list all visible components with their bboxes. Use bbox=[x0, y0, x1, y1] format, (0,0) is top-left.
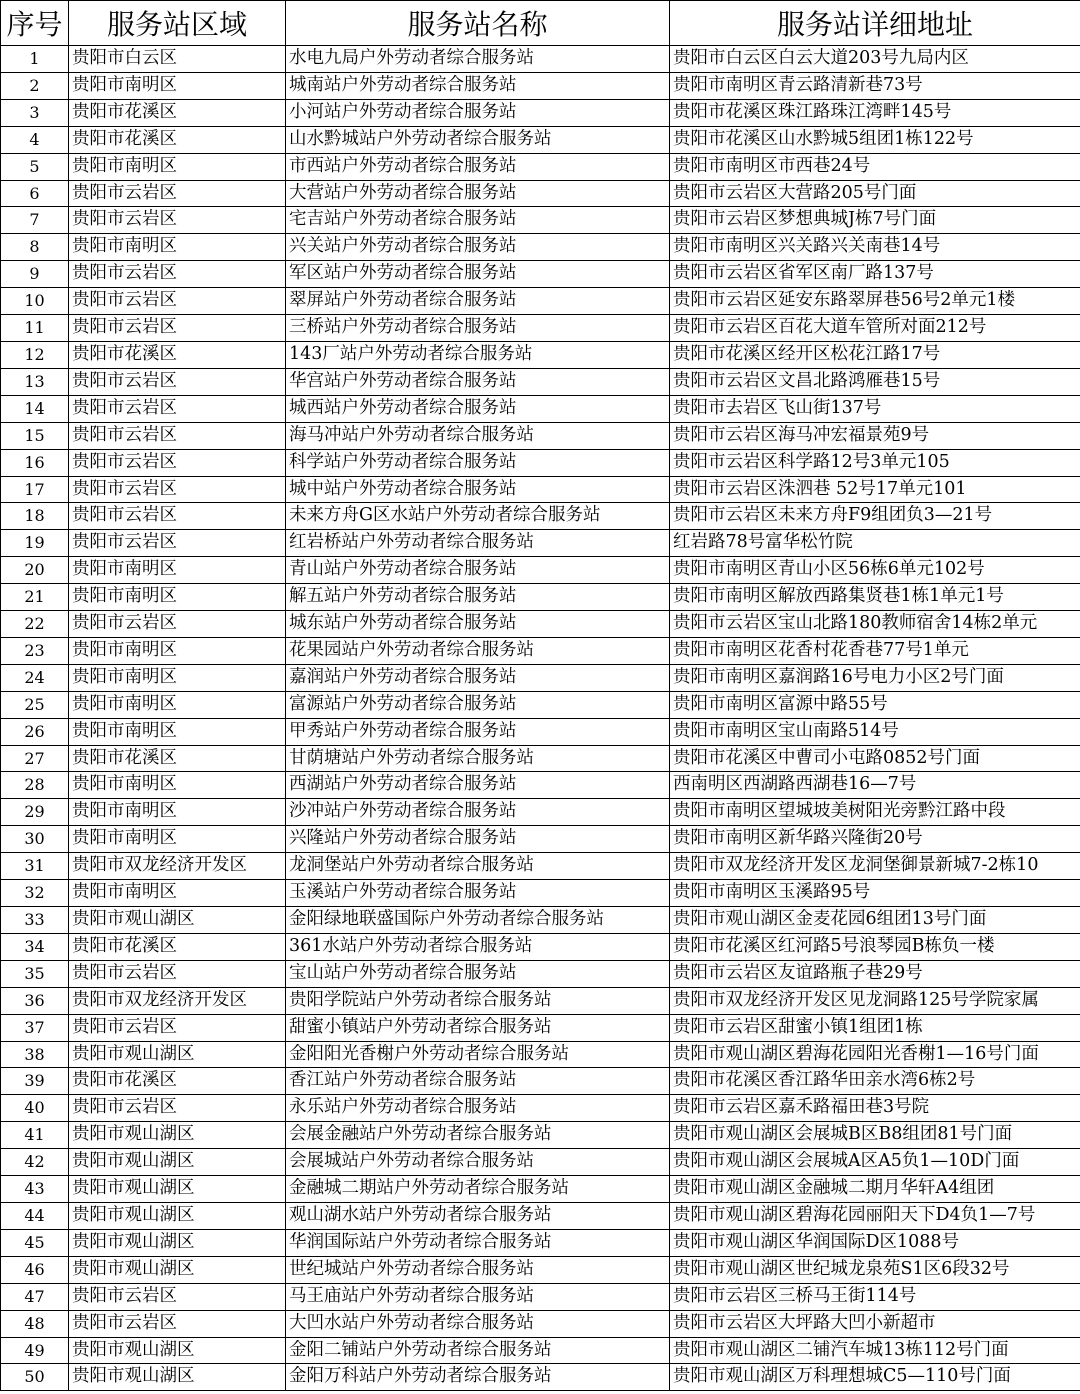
area-cell: 贵阳市花溪区 bbox=[69, 933, 286, 960]
station-name-cell: 会展金融站户外劳动者综合服务站 bbox=[286, 1122, 670, 1149]
serial-number-cell: 34 bbox=[1, 933, 69, 960]
serial-number-cell: 24 bbox=[1, 664, 69, 691]
station-name-cell: 玉溪站户外劳动者综合服务站 bbox=[286, 880, 670, 907]
area-cell: 贵阳市云岩区 bbox=[69, 395, 286, 422]
serial-number-cell: 3 bbox=[1, 99, 69, 126]
station-name-cell: 贵阳学院站户外劳动者综合服务站 bbox=[286, 987, 670, 1014]
area-cell: 贵阳市南明区 bbox=[69, 637, 286, 664]
table-row bbox=[1, 503, 1080, 530]
serial-number-cell: 21 bbox=[1, 584, 69, 611]
address-cell: 贵阳市观山湖区会展城B区B8组团81号门面 bbox=[670, 1122, 1080, 1149]
serial-number-cell: 5 bbox=[1, 153, 69, 180]
area-cell: 贵阳市云岩区 bbox=[69, 449, 286, 476]
station-name-cell: 宅吉站户外劳动者综合服务站 bbox=[286, 207, 670, 234]
address-cell: 贵阳市花溪区山水黔城5组团1栋122号 bbox=[670, 126, 1080, 153]
address-cell: 贵阳市花溪区中曹司小屯路0852号门面 bbox=[670, 745, 1080, 772]
area-cell: 贵阳市花溪区 bbox=[69, 126, 286, 153]
table-row bbox=[1, 180, 1080, 207]
table-row bbox=[1, 637, 1080, 664]
table-row bbox=[1, 1176, 1080, 1203]
serial-number-cell: 36 bbox=[1, 987, 69, 1014]
serial-number-cell: 29 bbox=[1, 799, 69, 826]
station-name-cell: 小河站户外劳动者综合服务站 bbox=[286, 99, 670, 126]
serial-number-cell: 12 bbox=[1, 341, 69, 368]
station-name-cell: 城西站户外劳动者综合服务站 bbox=[286, 395, 670, 422]
table-row bbox=[1, 341, 1080, 368]
table-row bbox=[1, 1149, 1080, 1176]
station-name-cell: 水电九局户外劳动者综合服务站 bbox=[286, 46, 670, 73]
area-cell: 贵阳市云岩区 bbox=[69, 261, 286, 288]
serial-number-cell: 16 bbox=[1, 449, 69, 476]
area-cell: 贵阳市云岩区 bbox=[69, 422, 286, 449]
table-row bbox=[1, 799, 1080, 826]
table-row bbox=[1, 1364, 1080, 1391]
serial-number-cell: 49 bbox=[1, 1337, 69, 1364]
station-name-cell: 143厂站户外劳动者综合服务站 bbox=[286, 341, 670, 368]
address-cell: 贵阳市南明区富源中路55号 bbox=[670, 691, 1080, 718]
area-cell: 贵阳市南明区 bbox=[69, 718, 286, 745]
station-name-cell: 海马冲站户外劳动者综合服务站 bbox=[286, 422, 670, 449]
table-row bbox=[1, 1229, 1080, 1256]
serial-number-cell: 42 bbox=[1, 1149, 69, 1176]
serial-number-cell: 13 bbox=[1, 368, 69, 395]
serial-number-cell: 20 bbox=[1, 557, 69, 584]
serial-number-cell: 39 bbox=[1, 1068, 69, 1095]
table-row bbox=[1, 72, 1080, 99]
address-cell: 贵阳市观山湖区世纪城龙泉苑S1区6段32号 bbox=[670, 1256, 1080, 1283]
table-row bbox=[1, 1256, 1080, 1283]
serial-number-cell: 41 bbox=[1, 1122, 69, 1149]
area-cell: 贵阳市南明区 bbox=[69, 772, 286, 799]
address-cell: 贵阳市观山湖区金麦花园6组团13号门面 bbox=[670, 907, 1080, 934]
table-row bbox=[1, 933, 1080, 960]
station-name-cell: 金融城二期站户外劳动者综合服务站 bbox=[286, 1176, 670, 1203]
serial-number-cell: 18 bbox=[1, 503, 69, 530]
address-cell: 贵阳市云岩区洙泗巷 52号17单元101 bbox=[670, 476, 1080, 503]
table-row bbox=[1, 772, 1080, 799]
station-name-cell: 翠屏站户外劳动者综合服务站 bbox=[286, 288, 670, 315]
table-row bbox=[1, 1095, 1080, 1122]
station-name-cell: 金阳二铺站户外劳动者综合服务站 bbox=[286, 1337, 670, 1364]
station-name-cell: 三桥站户外劳动者综合服务站 bbox=[286, 315, 670, 342]
area-cell: 贵阳市云岩区 bbox=[69, 503, 286, 530]
serial-number-cell: 7 bbox=[1, 207, 69, 234]
table-row bbox=[1, 46, 1080, 73]
serial-number-cell: 2 bbox=[1, 72, 69, 99]
table-row bbox=[1, 557, 1080, 584]
header-station-address: 服务站详细地址 bbox=[670, 1, 1080, 46]
address-cell: 贵阳市南明区玉溪路95号 bbox=[670, 880, 1080, 907]
area-cell: 贵阳市观山湖区 bbox=[69, 1122, 286, 1149]
station-name-cell: 解五站户外劳动者综合服务站 bbox=[286, 584, 670, 611]
area-cell: 贵阳市观山湖区 bbox=[69, 1176, 286, 1203]
table-row bbox=[1, 153, 1080, 180]
address-cell: 贵阳市云岩区百花大道车管所对面212号 bbox=[670, 315, 1080, 342]
table-row bbox=[1, 1122, 1080, 1149]
station-name-cell: 宝山站户外劳动者综合服务站 bbox=[286, 960, 670, 987]
serial-number-cell: 32 bbox=[1, 880, 69, 907]
area-cell: 贵阳市云岩区 bbox=[69, 1014, 286, 1041]
area-cell: 贵阳市花溪区 bbox=[69, 341, 286, 368]
serial-number-cell: 15 bbox=[1, 422, 69, 449]
serial-number-cell: 8 bbox=[1, 234, 69, 261]
area-cell: 贵阳市南明区 bbox=[69, 72, 286, 99]
table-row bbox=[1, 907, 1080, 934]
table-row bbox=[1, 584, 1080, 611]
serial-number-cell: 23 bbox=[1, 637, 69, 664]
header-serial-number: 序号 bbox=[1, 1, 69, 46]
table-row bbox=[1, 853, 1080, 880]
area-cell: 贵阳市云岩区 bbox=[69, 368, 286, 395]
station-name-cell: 大凹水站户外劳动者综合服务站 bbox=[286, 1310, 670, 1337]
table-row bbox=[1, 1041, 1080, 1068]
station-name-cell: 观山湖水站户外劳动者综合服务站 bbox=[286, 1202, 670, 1229]
station-name-cell: 西湖站户外劳动者综合服务站 bbox=[286, 772, 670, 799]
address-cell: 贵阳市南明区花香村花香巷77号1单元 bbox=[670, 637, 1080, 664]
address-cell: 贵阳市南明区兴关路兴关南巷14号 bbox=[670, 234, 1080, 261]
serial-number-cell: 45 bbox=[1, 1229, 69, 1256]
area-cell: 贵阳市观山湖区 bbox=[69, 1337, 286, 1364]
address-cell: 贵阳市南明区市西巷24号 bbox=[670, 153, 1080, 180]
serial-number-cell: 26 bbox=[1, 718, 69, 745]
station-name-cell: 会展城站户外劳动者综合服务站 bbox=[286, 1149, 670, 1176]
station-name-cell: 青山站户外劳动者综合服务站 bbox=[286, 557, 670, 584]
area-cell: 贵阳市云岩区 bbox=[69, 315, 286, 342]
area-cell: 贵阳市云岩区 bbox=[69, 288, 286, 315]
area-cell: 贵阳市南明区 bbox=[69, 691, 286, 718]
address-cell: 贵阳市南明区新华路兴隆街20号 bbox=[670, 826, 1080, 853]
address-cell: 贵阳市云岩区甜蜜小镇1组团1栋 bbox=[670, 1014, 1080, 1041]
serial-number-cell: 31 bbox=[1, 853, 69, 880]
table-row bbox=[1, 745, 1080, 772]
station-name-cell: 金阳阳光香榭户外劳动者综合服务站 bbox=[286, 1041, 670, 1068]
station-name-cell: 永乐站户外劳动者综合服务站 bbox=[286, 1095, 670, 1122]
table-row bbox=[1, 99, 1080, 126]
area-cell: 贵阳市南明区 bbox=[69, 584, 286, 611]
area-cell: 贵阳市观山湖区 bbox=[69, 1256, 286, 1283]
station-name-cell: 361水站户外劳动者综合服务站 bbox=[286, 933, 670, 960]
address-cell: 贵阳市云岩区梦想典城J栋7号门面 bbox=[670, 207, 1080, 234]
serial-number-cell: 35 bbox=[1, 960, 69, 987]
serial-number-cell: 48 bbox=[1, 1310, 69, 1337]
station-name-cell: 马王庙站户外劳动者综合服务站 bbox=[286, 1283, 670, 1310]
station-name-cell: 世纪城站户外劳动者综合服务站 bbox=[286, 1256, 670, 1283]
address-cell: 贵阳市去岩区飞山街137号 bbox=[670, 395, 1080, 422]
serial-number-cell: 27 bbox=[1, 745, 69, 772]
station-name-cell: 金阳绿地联盛国际户外劳动者综合服务站 bbox=[286, 907, 670, 934]
address-cell: 贵阳市南明区解放西路集贤巷1栋1单元1号 bbox=[670, 584, 1080, 611]
station-name-cell: 嘉润站户外劳动者综合服务站 bbox=[286, 664, 670, 691]
area-cell: 贵阳市云岩区 bbox=[69, 960, 286, 987]
table-row bbox=[1, 126, 1080, 153]
area-cell: 贵阳市花溪区 bbox=[69, 1068, 286, 1095]
station-name-cell: 城东站户外劳动者综合服务站 bbox=[286, 611, 670, 638]
serial-number-cell: 28 bbox=[1, 772, 69, 799]
area-cell: 贵阳市观山湖区 bbox=[69, 1229, 286, 1256]
serial-number-cell: 40 bbox=[1, 1095, 69, 1122]
area-cell: 贵阳市观山湖区 bbox=[69, 1364, 286, 1391]
area-cell: 贵阳市南明区 bbox=[69, 557, 286, 584]
table-row bbox=[1, 261, 1080, 288]
address-cell: 西南明区西湖路西湖巷16—7号 bbox=[670, 772, 1080, 799]
address-cell: 贵阳市云岩区海马冲宏福景苑9号 bbox=[670, 422, 1080, 449]
station-name-cell: 大营站户外劳动者综合服务站 bbox=[286, 180, 670, 207]
header-station-name: 服务站名称 bbox=[286, 1, 670, 46]
serial-number-cell: 19 bbox=[1, 530, 69, 557]
station-name-cell: 军区站户外劳动者综合服务站 bbox=[286, 261, 670, 288]
address-cell: 贵阳市南明区宝山南路514号 bbox=[670, 718, 1080, 745]
serial-number-cell: 22 bbox=[1, 611, 69, 638]
table-row bbox=[1, 476, 1080, 503]
address-cell: 贵阳市云岩区大营路205号门面 bbox=[670, 180, 1080, 207]
table-row bbox=[1, 1068, 1080, 1095]
address-cell: 贵阳市云岩区省军区南厂路137号 bbox=[670, 261, 1080, 288]
address-cell: 贵阳市花溪区红河路5号浪琴园B栋负一楼 bbox=[670, 933, 1080, 960]
address-cell: 贵阳市观山湖区碧海花园阳光香榭1—16号门面 bbox=[670, 1041, 1080, 1068]
area-cell: 贵阳市南明区 bbox=[69, 826, 286, 853]
area-cell: 贵阳市花溪区 bbox=[69, 99, 286, 126]
serial-number-cell: 47 bbox=[1, 1283, 69, 1310]
table-row bbox=[1, 315, 1080, 342]
serial-number-cell: 43 bbox=[1, 1176, 69, 1203]
station-name-cell: 香江站户外劳动者综合服务站 bbox=[286, 1068, 670, 1095]
address-cell: 贵阳市双龙经济开发区见龙洞路125号学院家属 bbox=[670, 987, 1080, 1014]
area-cell: 贵阳市南明区 bbox=[69, 799, 286, 826]
address-cell: 贵阳市双龙经济开发区龙洞堡御景新城7-2栋10 bbox=[670, 853, 1080, 880]
serial-number-cell: 4 bbox=[1, 126, 69, 153]
table-row bbox=[1, 1202, 1080, 1229]
area-cell: 贵阳市云岩区 bbox=[69, 1095, 286, 1122]
station-name-cell: 沙冲站户外劳动者综合服务站 bbox=[286, 799, 670, 826]
table-body bbox=[1, 46, 1080, 1391]
address-cell: 贵阳市观山湖区金融城二期月华轩A4组团 bbox=[670, 1176, 1080, 1203]
address-cell: 贵阳市云岩区三桥马王街114号 bbox=[670, 1283, 1080, 1310]
area-cell: 贵阳市云岩区 bbox=[69, 1283, 286, 1310]
serial-number-cell: 10 bbox=[1, 288, 69, 315]
area-cell: 贵阳市云岩区 bbox=[69, 611, 286, 638]
station-name-cell: 富源站户外劳动者综合服务站 bbox=[286, 691, 670, 718]
station-name-cell: 红岩桥站户外劳动者综合服务站 bbox=[286, 530, 670, 557]
area-cell: 贵阳市云岩区 bbox=[69, 476, 286, 503]
address-cell: 贵阳市南明区青山小区56栋6单元102号 bbox=[670, 557, 1080, 584]
area-cell: 贵阳市双龙经济开发区 bbox=[69, 987, 286, 1014]
table-row bbox=[1, 691, 1080, 718]
area-cell: 贵阳市观山湖区 bbox=[69, 907, 286, 934]
area-cell: 贵阳市云岩区 bbox=[69, 1310, 286, 1337]
table-row bbox=[1, 664, 1080, 691]
address-cell: 贵阳市南明区嘉润路16号电力小区2号门面 bbox=[670, 664, 1080, 691]
table-row bbox=[1, 1014, 1080, 1041]
table-row bbox=[1, 234, 1080, 261]
table-row bbox=[1, 960, 1080, 987]
table-row bbox=[1, 422, 1080, 449]
table-row bbox=[1, 449, 1080, 476]
area-cell: 贵阳市观山湖区 bbox=[69, 1202, 286, 1229]
address-cell: 贵阳市云岩区科学路12号3单元105 bbox=[670, 449, 1080, 476]
serial-number-cell: 44 bbox=[1, 1202, 69, 1229]
serial-number-cell: 17 bbox=[1, 476, 69, 503]
serial-number-cell: 1 bbox=[1, 46, 69, 73]
address-cell: 贵阳市南明区青云路清新巷73号 bbox=[670, 72, 1080, 99]
table-row bbox=[1, 718, 1080, 745]
table-row bbox=[1, 368, 1080, 395]
station-name-cell: 山水黔城站户外劳动者综合服务站 bbox=[286, 126, 670, 153]
serial-number-cell: 6 bbox=[1, 180, 69, 207]
serial-number-cell: 25 bbox=[1, 691, 69, 718]
area-cell: 贵阳市云岩区 bbox=[69, 207, 286, 234]
table-row bbox=[1, 207, 1080, 234]
area-cell: 贵阳市观山湖区 bbox=[69, 1149, 286, 1176]
area-cell: 贵阳市云岩区 bbox=[69, 180, 286, 207]
table-row bbox=[1, 880, 1080, 907]
address-cell: 贵阳市花溪区经开区松花江路17号 bbox=[670, 341, 1080, 368]
station-name-cell: 华宫站户外劳动者综合服务站 bbox=[286, 368, 670, 395]
table-row bbox=[1, 530, 1080, 557]
area-cell: 贵阳市云岩区 bbox=[69, 530, 286, 557]
address-cell: 贵阳市观山湖区万科理想城C5—110号门面 bbox=[670, 1364, 1080, 1391]
station-name-cell: 城中站户外劳动者综合服务站 bbox=[286, 476, 670, 503]
station-name-cell: 城南站户外劳动者综合服务站 bbox=[286, 72, 670, 99]
table-row bbox=[1, 611, 1080, 638]
station-name-cell: 甘荫塘站户外劳动者综合服务站 bbox=[286, 745, 670, 772]
address-cell: 贵阳市观山湖区华润国际D区1088号 bbox=[670, 1229, 1080, 1256]
header-station-area: 服务站区域 bbox=[69, 1, 286, 46]
serial-number-cell: 14 bbox=[1, 395, 69, 422]
address-cell: 贵阳市花溪区香江路华田亲水湾6栋2号 bbox=[670, 1068, 1080, 1095]
area-cell: 贵阳市白云区 bbox=[69, 46, 286, 73]
station-name-cell: 科学站户外劳动者综合服务站 bbox=[286, 449, 670, 476]
area-cell: 贵阳市南明区 bbox=[69, 664, 286, 691]
station-name-cell: 龙洞堡站户外劳动者综合服务站 bbox=[286, 853, 670, 880]
station-name-cell: 市西站户外劳动者综合服务站 bbox=[286, 153, 670, 180]
station-name-cell: 甲秀站户外劳动者综合服务站 bbox=[286, 718, 670, 745]
table-row bbox=[1, 1310, 1080, 1337]
serial-number-cell: 33 bbox=[1, 907, 69, 934]
station-name-cell: 甜蜜小镇站户外劳动者综合服务站 bbox=[286, 1014, 670, 1041]
table-row bbox=[1, 288, 1080, 315]
serial-number-cell: 46 bbox=[1, 1256, 69, 1283]
table-header bbox=[1, 1, 1080, 46]
address-cell: 贵阳市白云区白云大道203号九局内区 bbox=[670, 46, 1080, 73]
address-cell: 贵阳市南明区望城坡美树阳光旁黔江路中段 bbox=[670, 799, 1080, 826]
address-cell: 贵阳市云岩区延安东路翠屏巷56号2单元1楼 bbox=[670, 288, 1080, 315]
station-name-cell: 华润国际站户外劳动者综合服务站 bbox=[286, 1229, 670, 1256]
station-name-cell: 兴隆站户外劳动者综合服务站 bbox=[286, 826, 670, 853]
station-name-cell: 花果园站户外劳动者综合服务站 bbox=[286, 637, 670, 664]
address-cell: 贵阳市观山湖区二铺汽车城13栋112号门面 bbox=[670, 1337, 1080, 1364]
table-row bbox=[1, 1337, 1080, 1364]
address-cell: 贵阳市云岩区文昌北路鸿雁巷15号 bbox=[670, 368, 1080, 395]
address-cell: 贵阳市花溪区珠江路珠江湾畔145号 bbox=[670, 99, 1080, 126]
serial-number-cell: 9 bbox=[1, 261, 69, 288]
area-cell: 贵阳市南明区 bbox=[69, 153, 286, 180]
serial-number-cell: 37 bbox=[1, 1014, 69, 1041]
address-cell: 贵阳市云岩区未来方舟F9组团负3—21号 bbox=[670, 503, 1080, 530]
station-name-cell: 未来方舟G区水站户外劳动者综合服务站 bbox=[286, 503, 670, 530]
area-cell: 贵阳市观山湖区 bbox=[69, 1041, 286, 1068]
address-cell: 贵阳市云岩区嘉禾路福田巷3号院 bbox=[670, 1095, 1080, 1122]
address-cell: 贵阳市观山湖区会展城A区A5负1—10D门面 bbox=[670, 1149, 1080, 1176]
table-row bbox=[1, 395, 1080, 422]
area-cell: 贵阳市南明区 bbox=[69, 234, 286, 261]
address-cell: 贵阳市云岩区大坪路大凹小新超市 bbox=[670, 1310, 1080, 1337]
table-row bbox=[1, 987, 1080, 1014]
serial-number-cell: 11 bbox=[1, 315, 69, 342]
table-row bbox=[1, 826, 1080, 853]
serial-number-cell: 38 bbox=[1, 1041, 69, 1068]
station-name-cell: 金阳万科站户外劳动者综合服务站 bbox=[286, 1364, 670, 1391]
address-cell: 贵阳市云岩区宝山北路180教师宿舍14栋2单元 bbox=[670, 611, 1080, 638]
address-cell: 贵阳市云岩区友谊路瓶子巷29号 bbox=[670, 960, 1080, 987]
address-cell: 贵阳市观山湖区碧海花园丽阳天下D4负1—7号 bbox=[670, 1202, 1080, 1229]
serial-number-cell: 30 bbox=[1, 826, 69, 853]
address-cell: 红岩路78号富华松竹院 bbox=[670, 530, 1080, 557]
area-cell: 贵阳市南明区 bbox=[69, 880, 286, 907]
station-name-cell: 兴关站户外劳动者综合服务站 bbox=[286, 234, 670, 261]
header-row bbox=[1, 1, 1080, 46]
area-cell: 贵阳市花溪区 bbox=[69, 745, 286, 772]
table-row bbox=[1, 1283, 1080, 1310]
serial-number-cell: 50 bbox=[1, 1364, 69, 1391]
area-cell: 贵阳市双龙经济开发区 bbox=[69, 853, 286, 880]
